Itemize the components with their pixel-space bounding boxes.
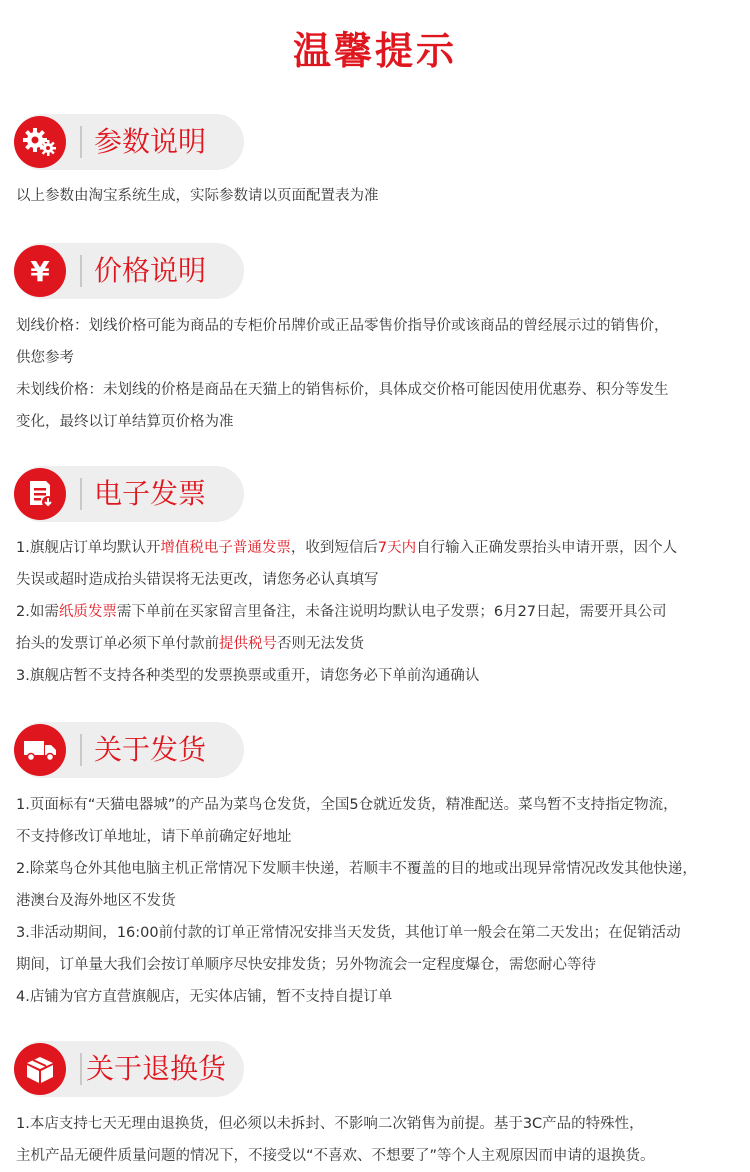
- invoice-text: [16, 532, 736, 692]
- section-title-price: 价格说明: [94, 254, 207, 287]
- invoice-highlight: 7天内: [377, 540, 417, 556]
- invoice-line: 抬头的发票订单必须下单付款前提供税号否则无法发货: [16, 636, 364, 652]
- page-title: 温馨提示: [292, 29, 457, 73]
- header-divider: [80, 478, 82, 510]
- truck-icon: [14, 724, 66, 776]
- box-icon: [14, 1043, 66, 1095]
- invoice-line: 失误或超时造成抬头错误将无法更改，请您务必认真填写: [16, 572, 379, 588]
- header-divider: [80, 1053, 82, 1085]
- invoice-icon: [14, 468, 66, 520]
- header-divider: [80, 126, 82, 158]
- section-title-returns: 关于退换货: [86, 1052, 227, 1085]
- section-header-returns: [14, 1041, 244, 1097]
- invoice-line: 3.旗舰店暂不支持各种类型的发票换票或重开，请您务必下单前沟通确认: [16, 668, 480, 684]
- yen-icon: ¥: [14, 245, 66, 297]
- shipping-text: [16, 789, 736, 1013]
- invoice-highlight: 纸质发票: [58, 604, 117, 620]
- invoice-highlight: 提供税号: [219, 636, 277, 652]
- section-header-shipping: [14, 722, 244, 778]
- price-line: 变化，最终以订单结算页价格为准: [16, 414, 234, 430]
- shipping-line: 1.页面标有“天猫电器城”的产品为菜鸟仓发货，全国5仓就近发货，精准配送。菜鸟暂不支持指定物流，: [16, 797, 678, 813]
- section-header-invoice: [14, 466, 244, 522]
- price-line: 划线价格：划线价格可能为商品的专柜价吊牌价或正品零售价指导价或该商品的曾经展示过的销售价，: [16, 318, 669, 334]
- returns-text: [16, 1108, 736, 1172]
- shipping-line: 不支持修改订单地址，请下单前确定好地址: [16, 829, 292, 845]
- shipping-line: 3.非活动期间，16:00前付款的订单正常情况安排当天发货，其他订单一般会在第二天发出；在促销活动: [16, 925, 681, 941]
- price-line: 未划线价格：未划线的价格是商品在天猫上的销售标价，具体成交价格可能因使用优惠券、积分等发生: [16, 382, 669, 398]
- invoice-line: 2.如需纸质发票需下单前在买家留言里备注，未备注说明均默认电子发票；6月27日起，需要开具公司: [16, 604, 667, 620]
- shipping-line: 2.除菜鸟仓外其他电脑主机正常情况下发顺丰快递，若顺丰不覆盖的目的地或出现异常情况改发其他快递，: [16, 861, 697, 877]
- shipping-line: 港澳台及海外地区不发货: [16, 893, 176, 909]
- price-line: 供您参考: [16, 350, 74, 366]
- section-title-shipping: 关于发货: [94, 733, 207, 766]
- section-header-price: [14, 243, 244, 299]
- shipping-line: 期间，订单量大我们会按订单顺序尽快安排发货；另外物流会一定程度爆仓，需您耐心等待: [16, 957, 596, 973]
- returns-line: 1.本店支持七天无理由退换货，但必须以未拆封、不影响二次销售为前提。基于3C产品的特殊性，: [16, 1116, 644, 1132]
- gears-icon: [14, 116, 66, 168]
- header-divider: [80, 734, 82, 766]
- invoice-highlight: 增值税电子普通发票: [160, 540, 291, 556]
- returns-line: 主机产品无硬件质量问题的情况下，不接受以“不喜欢、不想要了”等个人主观原因而申请的退换货。: [16, 1148, 655, 1164]
- params-text: 以上参数由淘宝系统生成，实际参数请以页面配置表为准: [16, 188, 379, 204]
- section-header-params: [14, 114, 244, 170]
- shipping-line: 4.店铺为官方直营旗舰店，无实体店铺，暂不支持自提订单: [16, 989, 393, 1005]
- section-title-params: 参数说明: [94, 125, 207, 158]
- section-title-invoice: 电子发票: [94, 477, 207, 510]
- price-text: [16, 310, 736, 438]
- invoice-line: 1.旗舰店订单均默认开增值税电子普通发票，收到短信后7天内自行输入正确发票抬头申请开票，因个人: [16, 540, 678, 556]
- header-divider: [80, 255, 82, 287]
